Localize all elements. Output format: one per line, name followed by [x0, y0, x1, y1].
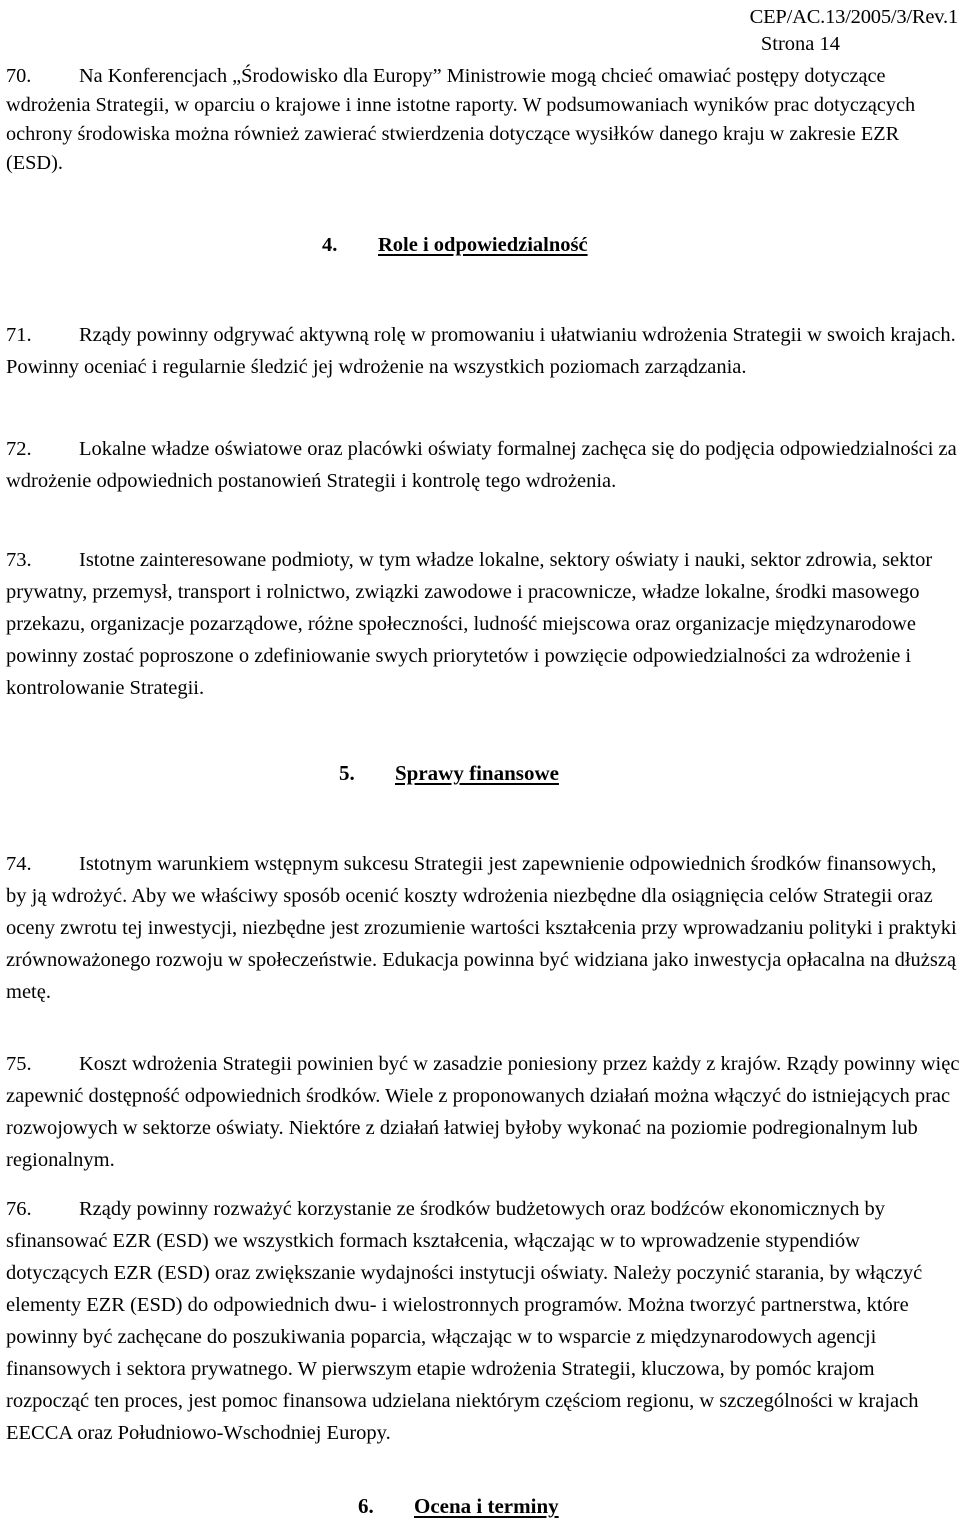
paragraph-75 — [6, 1048, 960, 1176]
section-title: Ocena i terminy — [414, 1494, 559, 1518]
paragraph-number: 76. — [6, 1198, 32, 1220]
paragraph-text: Istotnym warunkiem wstępnym sukcesu Strategii jest zapewnienie odpowiednich środków finansowych, by ją wdrożyć. Aby we właściwy sposób ocenić koszty wdrożenia niezbędne dla osiągnięcia celów Strategii oraz oceny zwrotu tej inwestycji, niezbędne jest zrozumienie wartości kształcenia przy wprowadzaniu polityki i praktyki zrównoważonego rozwoju w społeczeństwie. Edukacja powinna być widziana jako inwestycja opłacalna na dłuższą metę. — [6, 853, 957, 1003]
paragraph-number: 73. — [6, 549, 32, 571]
document-id: CEP/AC.13/2005/3/Rev.1 — [749, 6, 958, 28]
paragraph-text: Rządy powinny odgrywać aktywną rolę w promowaniu i ułatwianiu wdrożenia Strategii w swoich krajach. Powinny oceniać i regularnie śledzić jej wdrożenie na wszystkich poziomach zarządzania. — [6, 324, 956, 378]
paragraph-72 — [6, 433, 960, 497]
paragraph-text: Na Konferencjach „Środowisko dla Europy” Ministrowie mogą chcieć omawiać postępy dotyczące wdrożenia Strategii, w oparciu o krajowe i inne istotne raporty. W podsumowaniach wyników prac dotyczących ochrony środowiska można również zawierać stwierdzenia dotyczące wysiłków danego kraju w zakresie EZR (ESD). — [6, 65, 916, 174]
section-title: Sprawy finansowe — [395, 761, 559, 785]
section-number: 5. — [339, 761, 355, 785]
section-number: 4. — [322, 234, 338, 256]
paragraph-70 — [6, 62, 960, 178]
page-number: Strona 14 — [760, 33, 840, 55]
paragraph-text: Istotne zainteresowane podmioty, w tym władze lokalne, sektory oświaty i nauki, sektor zdrowia, sektor prywatny, przemysł, transport i rolnictwo, związki zawodowe i pracownicze, władze lokalne, środki masowego przekazu, organizacje pozarządowe, różne społeczności, ludność miejscowa oraz organizacje międzynarodowe powinny zostać poproszone o zdefiniowanie swych priorytetów i powzięcie odpowiedzialności za wdrożenie i kontrolowanie Strategii. — [6, 549, 933, 699]
section-number: 6. — [358, 1494, 374, 1518]
paragraph-number: 74. — [6, 853, 32, 875]
section-heading-5 — [339, 759, 559, 788]
section-title: Role i odpowiedzialność — [378, 234, 588, 256]
paragraph-text: Rządy powinny rozważyć korzystanie ze środków budżetowych oraz bodźców ekonomicznych by sfinansować EZR (ESD) we wszystkich formach kształcenia, włączając w to wprowadzenie stypendiów dotyczących EZR (ESD) oraz zwiększanie wydajności instytucji oświaty. Należy poczynić starania, by włączyć elementy EZR (ESD) do odpowiednich dwu- i wielostronnych programów. Można tworzyć partnerstwa, które powinny być zachęcane do poszukiwania poparcia, włączając w to wsparcie z międzynarodowych agencji finansowych i sektora prywatnego. W pierwszym etapie wdrożenia Strategii, kluczowa, by pomóc krajom rozpocząć ten proces, jest pomoc finansowa udzielana niektórym częściom regionu, w szczególności w krajach EECCA oraz Południowo-Wschodniej Europy. — [6, 1198, 923, 1444]
paragraph-text: Koszt wdrożenia Strategii powinien być w zasadzie poniesiony przez każdy z krajów. Rządy powinny więc zapewnić dostępność odpowiednich środków. Wiele z proponowanych działań można włączyć do istniejących prac rozwojowych w sektorze oświaty. Niektóre z działań łatwiej byłoby wykonać na poziomie podregionalnym lub regionalnym. — [6, 1053, 960, 1171]
section-heading-6 — [358, 1492, 559, 1521]
paragraph-number: 70. — [6, 65, 32, 87]
paragraph-text: Lokalne władze oświatowe oraz placówki oświaty formalnej zachęca się do podjęcia odpowiedzialności za wdrożenie odpowiednich postanowień Strategii i kontrolę tego wdrożenia. — [6, 438, 957, 492]
paragraph-number: 75. — [6, 1053, 32, 1075]
paragraph-number: 71. — [6, 324, 32, 346]
paragraph-73 — [6, 544, 960, 704]
page-header — [750, 4, 958, 58]
paragraph-number: 72. — [6, 438, 32, 460]
paragraph-76 — [6, 1193, 960, 1449]
paragraph-71 — [6, 319, 960, 383]
paragraph-74 — [6, 848, 960, 1008]
section-heading-4 — [322, 231, 588, 260]
